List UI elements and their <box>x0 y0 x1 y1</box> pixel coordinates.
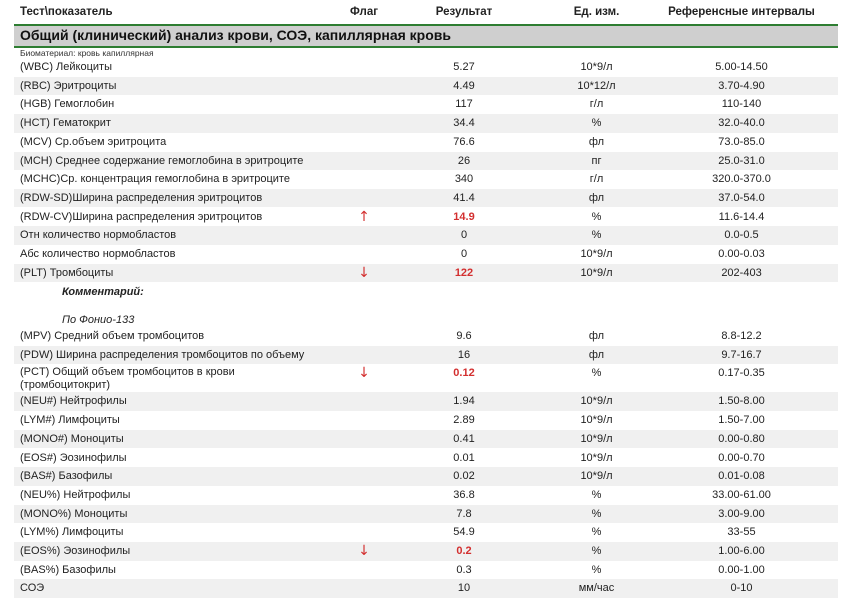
unit-value: мм/час <box>578 582 615 595</box>
flag-indicator: ↓ <box>358 543 370 559</box>
test-name: (BAS%) Базофилы <box>20 563 116 576</box>
table-row <box>14 430 838 449</box>
table-row <box>14 133 838 152</box>
table-row <box>14 411 838 430</box>
table-row <box>14 95 838 114</box>
reference-range: 1.00-6.00 <box>718 545 765 557</box>
reference-range: 32.0-40.0 <box>718 117 765 130</box>
reference-range: 0.00-0.03 <box>718 248 765 260</box>
result-value: 34.4 <box>453 117 475 130</box>
unit-value: % <box>591 545 602 557</box>
unit-value: пг <box>591 154 602 167</box>
test-name: (HGB) Гемоглобин <box>20 98 115 111</box>
test-name: (EOS%) Эозинофилы <box>20 545 131 557</box>
table-row <box>14 486 838 505</box>
table-row <box>14 226 838 245</box>
result-value: 7.8 <box>456 507 472 520</box>
unit-value: 10*9/л <box>580 266 613 279</box>
table-row <box>14 505 838 524</box>
unit-value: г/л <box>589 98 604 111</box>
result-value: 54.9 <box>453 526 475 539</box>
result-value: 117 <box>455 98 473 111</box>
reference-range: 8.8-12.2 <box>721 330 762 342</box>
comment-label: Комментарий: <box>62 286 144 298</box>
result-value: 0.3 <box>456 563 472 576</box>
result-value: 16 <box>457 348 471 361</box>
unit-value: 10*9/л <box>580 395 613 408</box>
test-name: (MCV) Ср.объем эритроцита <box>20 135 167 148</box>
table-header <box>14 0 838 26</box>
test-name: (PCT) Общий объем тромбоцитов в крови (тромбоцитокрит) <box>20 366 235 392</box>
unit-value: 10*9/л <box>580 470 613 483</box>
unit-value: % <box>591 367 602 380</box>
table-row <box>14 152 838 171</box>
table-row <box>14 467 838 486</box>
unit-value: % <box>591 210 602 223</box>
table-row <box>14 542 838 561</box>
header-test: Тест\показатель <box>20 6 113 18</box>
reference-range: 11.6-14.4 <box>718 210 765 223</box>
result-value: 36.8 <box>453 488 475 501</box>
test-name: (MPV) Средний объем тромбоцитов <box>20 330 205 342</box>
unit-value: % <box>591 526 602 539</box>
reference-range: 0.00-0.80 <box>718 432 765 445</box>
reference-range: 0.00-1.00 <box>718 563 765 576</box>
test-name: (RDW-CV)Ширина распределения эритроцитов <box>20 210 263 223</box>
flag-indicator: ↓ <box>358 264 370 281</box>
biomaterial-note: Биоматериал: кровь капиллярная <box>20 48 154 58</box>
reference-range: 37.0-54.0 <box>718 191 765 204</box>
result-value: 10 <box>457 582 471 595</box>
unit-value: % <box>591 229 602 242</box>
test-name: (NEU#) Нейтрофилы <box>20 395 127 408</box>
reference-range: 0.17-0.35 <box>718 367 765 380</box>
unit-value: 10*9/л <box>580 248 613 260</box>
table-row <box>14 264 838 283</box>
header-flag: Флаг <box>349 6 379 18</box>
result-value: 9.6 <box>456 330 472 342</box>
flag-indicator: ↓ <box>358 365 370 382</box>
result-value: 0.02 <box>453 470 475 483</box>
unit-value: г/л <box>589 173 604 186</box>
unit-value: 10*12/л <box>577 79 616 92</box>
comment-text: По Фонио-133 <box>62 314 135 326</box>
test-name: (RDW-SD)Ширина распределения эритроцитов <box>20 191 263 204</box>
table-row <box>14 364 838 392</box>
table-row <box>14 561 838 580</box>
reference-range: 5.00-14.50 <box>715 61 768 73</box>
reference-range: 9.7-16.7 <box>721 348 762 361</box>
table-row <box>14 77 838 96</box>
result-value: 0 <box>460 248 468 260</box>
result-value: 0 <box>460 229 468 242</box>
unit-value: фл <box>588 191 605 204</box>
test-name: (MONO#) Моноциты <box>20 432 124 445</box>
reference-range: 0.00-0.70 <box>718 451 765 464</box>
result-value: 0.12 <box>453 367 475 380</box>
unit-value: % <box>591 507 602 520</box>
unit-value: 10*9/л <box>580 61 613 73</box>
test-name: (WBC) Лейкоциты <box>20 61 112 73</box>
result-value: 5.27 <box>453 61 475 73</box>
unit-value: фл <box>588 135 605 148</box>
reference-range: 25.0-31.0 <box>718 154 765 167</box>
table-row <box>14 327 838 346</box>
unit-value: % <box>591 563 602 576</box>
test-name: (MONO%) Моноциты <box>20 507 128 520</box>
unit-value: фл <box>588 330 605 342</box>
result-value: 41.4 <box>453 191 475 204</box>
result-value: 26 <box>457 154 471 167</box>
reference-range: 33-55 <box>727 526 756 539</box>
result-value: 4.49 <box>453 79 475 92</box>
test-name: (HCT) Гематокрит <box>20 117 111 130</box>
result-value: 340 <box>454 173 474 186</box>
reference-range: 1.50-8.00 <box>718 395 765 408</box>
header-result: Результат <box>435 6 493 18</box>
flag-indicator: ↑ <box>358 208 370 225</box>
unit-value: 10*9/л <box>580 432 613 445</box>
table-row <box>14 245 838 264</box>
test-name: Отн количество нормобластов <box>20 229 177 242</box>
result-value: 14.9 <box>453 210 475 223</box>
reference-range: 3.00-9.00 <box>718 507 765 520</box>
reference-range: 320.0-370.0 <box>712 173 771 186</box>
result-value: 2.89 <box>453 414 475 427</box>
test-name: Абс количество нормобластов <box>20 248 176 260</box>
reference-range: 3.70-4.90 <box>718 79 765 92</box>
result-value: 0.01 <box>453 451 475 464</box>
table-row <box>14 449 838 468</box>
table-row <box>14 189 838 208</box>
test-name: (MCH) Среднее содержание гемоглобина в эритроците <box>20 154 304 167</box>
reference-range: 110-140 <box>721 98 762 111</box>
test-name: СОЭ <box>20 582 45 595</box>
test-name: (LYM%) Лимфоциты <box>20 526 124 539</box>
unit-value: 10*9/л <box>580 414 613 427</box>
table-row <box>14 114 838 133</box>
result-value: 76.6 <box>453 135 475 148</box>
test-name: (LYM#) Лимфоциты <box>20 414 120 427</box>
reference-range: 0-10 <box>730 582 753 595</box>
table-row <box>14 579 838 598</box>
result-value: 122 <box>454 266 474 279</box>
test-name: (PLT) Тромбоциты <box>20 266 114 279</box>
test-name: (PDW) Ширина распределения тромбоцитов по объему <box>20 348 305 361</box>
reference-range: 1.50-7.00 <box>718 414 765 427</box>
test-name: (RBC) Эритроциты <box>20 79 117 92</box>
table-row <box>14 523 838 542</box>
reference-range: 0.0-0.5 <box>724 229 759 242</box>
result-value: 1.94 <box>453 395 475 408</box>
test-name: (EOS#) Эозинофилы <box>20 451 127 464</box>
table-row <box>14 346 838 365</box>
section-title-bar <box>14 26 838 48</box>
result-value: 0.41 <box>453 432 475 445</box>
section-title: Общий (клинический) анализ крови, СОЭ, капиллярная кровь <box>20 27 451 43</box>
result-value: 0.2 <box>456 545 472 557</box>
test-name: (NEU%) Нейтрофилы <box>20 488 131 501</box>
reference-range: 0.01-0.08 <box>718 470 765 483</box>
header-unit: Ед. изм. <box>573 6 620 18</box>
reference-range: 73.0-85.0 <box>718 135 765 148</box>
test-name: (BAS#) Базофилы <box>20 470 113 483</box>
table-row <box>14 392 838 411</box>
unit-value: 10*9/л <box>580 451 613 464</box>
header-reference: Референсные интервалы <box>668 6 815 18</box>
test-name: (MCHC)Ср. концентрация гемоглобина в эритроците <box>20 173 290 186</box>
table-row <box>14 208 838 227</box>
table-row <box>14 58 838 77</box>
table-row <box>14 170 838 189</box>
reference-range: 202-403 <box>721 266 762 279</box>
unit-value: % <box>591 117 602 130</box>
unit-value: фл <box>588 348 605 361</box>
unit-value: % <box>591 488 602 501</box>
reference-range: 33.00-61.00 <box>712 488 771 501</box>
